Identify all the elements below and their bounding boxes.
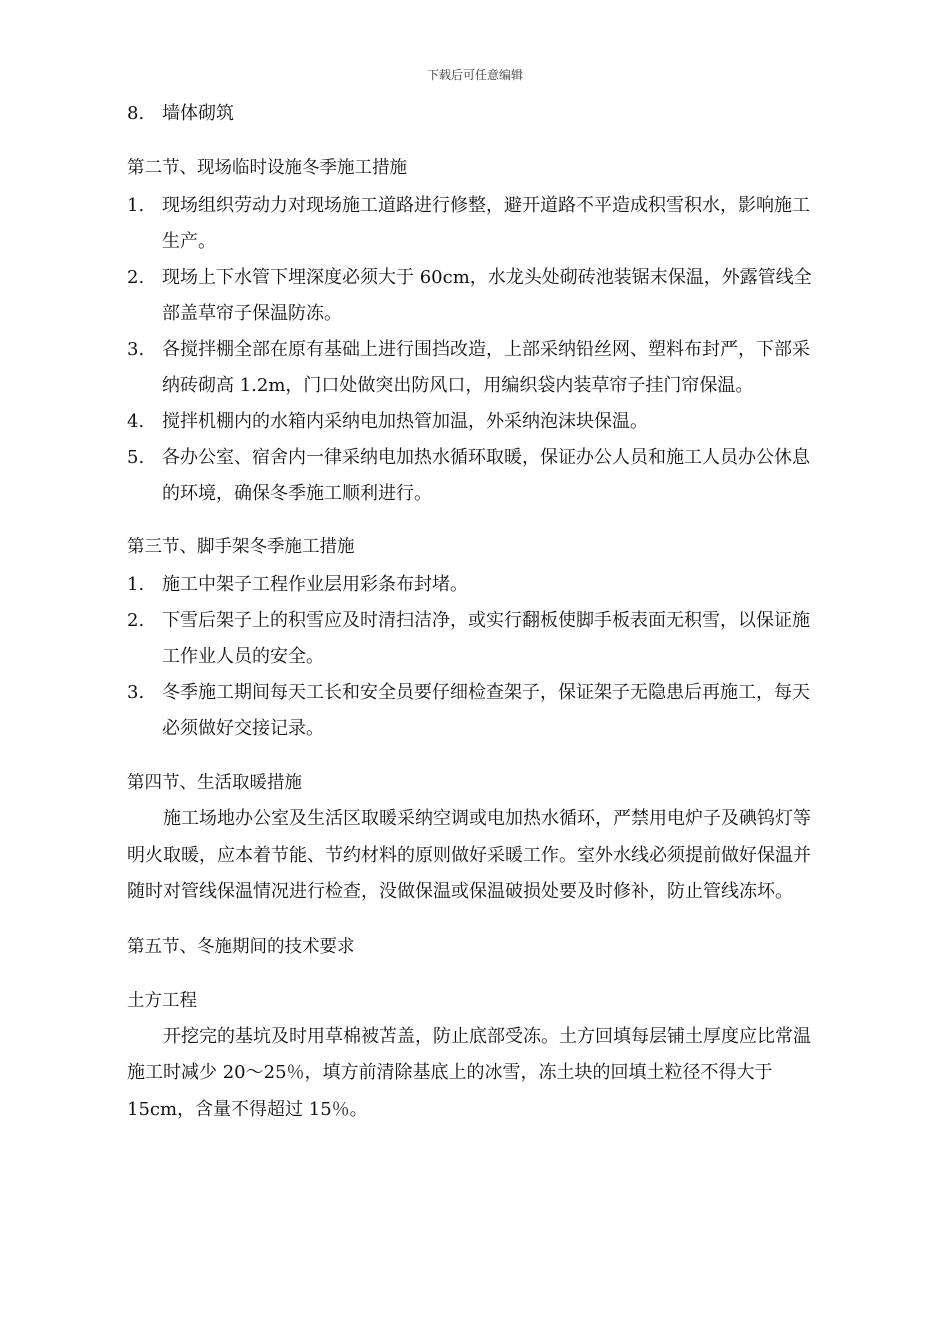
list-text: 搅拌机棚内的水箱内采纳电加热管加温，外采纳泡沫块保温。 (162, 411, 648, 432)
section-heading: 第四节、生活取暖措施 (127, 773, 302, 793)
section-heading: 第五节、冬施期间的技术要求 (127, 936, 355, 957)
section-paragraph: 开挖完的基坑及时用草棉被苫盖，防止底部受冻。土方回填每层铺土厚度应比常温施工时减少 20～25％，填方前清除基底上的冰雪，冻土块的回填土粒径不得大于 15cm，含量不得超过 15％。 (127, 1025, 811, 1120)
page-header: 下载后可任意编辑 (426, 68, 523, 82)
list-item (127, 188, 827, 260)
list-text: 各搅拌棚全部在原有基础上进行围挡改造，上部采纳铅丝网、塑料布封严，下部采纳砖砌高 1.2m，门口处做突出防风口，用编织袋内装草帘子挂门帘保温。 (162, 339, 810, 396)
list-item (127, 332, 827, 404)
list-item (127, 567, 827, 603)
section-heading: 第三节、脚手架冬季施工措施 (127, 537, 355, 557)
list-number: 5. (127, 447, 145, 468)
list-item (127, 675, 827, 747)
list-number: 4. (127, 411, 145, 432)
list-number: 3. (127, 339, 145, 360)
list-item (127, 603, 827, 675)
list-item (127, 440, 827, 512)
list-number: 2. (127, 267, 145, 288)
list-number: 3. (127, 682, 145, 703)
list-number: 1. (127, 574, 145, 595)
list-text: 现场组织劳动力对现场施工道路进行修整，避开道路不平造成积雪积水，影响施工生产。 (162, 195, 810, 252)
section-heading: 第二节、现场临时设施冬季施工措施 (127, 158, 407, 178)
list-text: 墙体砌筑 (162, 103, 234, 124)
section-paragraph: 施工场地办公室及生活区取暖采纳空调或电加热水循环，严禁用电炉子及碘钨灯等明火取暖，应本着节能、节约材料的原则做好采暖工作。室外水线必须提前做好保温并随时对管线保温情况进行检查，没做保温或保温破损处要及时修补，防止管线冻坏。 (127, 808, 811, 902)
list-text: 各办公室、宿舍内一律采纳电加热水循环取暖，保证办公人员和施工人员办公休息的环境，确保冬季施工顺利进行。 (162, 447, 810, 504)
list-number: 2. (127, 610, 145, 631)
list-item (127, 404, 827, 440)
list-text: 现场上下水管下埋深度必须大于 60cm，水龙头处砌砖池装锯末保温，外露管线全部盖草帘子保温防冻。 (162, 267, 812, 324)
list-text: 下雪后架子上的积雪应及时清扫洁净，或实行翻板使脚手板表面无积雪，以保证施工作业人员的安全。 (162, 610, 810, 667)
list-item (127, 96, 827, 132)
list-number: 8. (127, 103, 145, 124)
list-text: 冬季施工期间每天工长和安全员要仔细检查架子，保证架子无隐患后再施工，每天必须做好交接记录。 (162, 682, 810, 739)
document-body (127, 96, 827, 1128)
subsection-heading: 土方工程 (127, 990, 197, 1011)
list-text: 施工中架子工程作业层用彩条布封堵。 (162, 574, 468, 595)
list-number: 1. (127, 195, 145, 216)
list-item (127, 260, 827, 332)
